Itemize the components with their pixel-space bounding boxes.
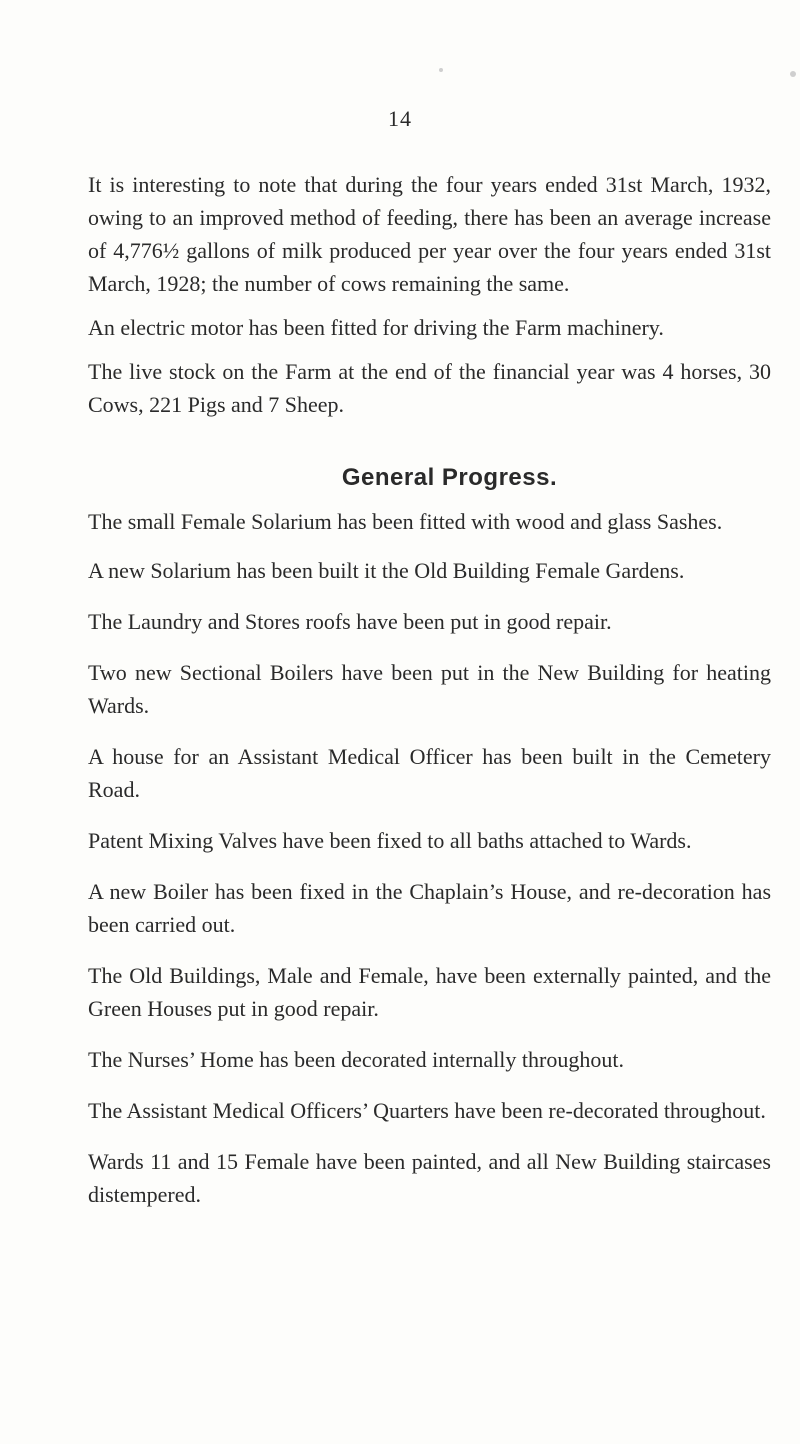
farm-motor-paragraph: An electric motor has been fitted for driving the Farm machinery. [88,315,664,340]
farm-milk-paragraph: It is interesting to note that during the four years ended 31st March, 1932, owing to an improved method of feeding, there has been an average increase of 4,776½ gallons of milk produced per year over the four years ended 31st March, 1928; the number of cows remaining the same. [88,172,771,296]
progress-paragraph: The small Female Solarium has been fitted with wood and glass Sashes. [88,509,723,534]
progress-paragraph: Wards 11 and 15 Female have been painted, and all New Building staircases distempered. [88,1149,771,1207]
progress-paragraph: A house for an Assistant Medical Officer has been built in the Cemetery Road. [88,744,771,802]
paper-speck [439,68,443,72]
progress-paragraph: A new Boiler has been fixed in the Chaplain’s House, and re-decoration has been carried out. [88,879,771,937]
progress-paragraph: A new Solarium has been built it the Old Building Female Gardens. [88,558,685,583]
progress-paragraph: The Laundry and Stores roofs have been put in good repair. [88,609,612,634]
body-text [88,168,771,1211]
section-heading-general-progress: General Progress. [341,464,558,491]
progress-paragraph: The Nurses’ Home has been decorated internally throughout. [88,1047,624,1072]
page-number: 14 [388,106,412,131]
farm-livestock-paragraph: The live stock on the Farm at the end of the financial year was 4 horses, 30 Cows, 221 Pigs and 7 Sheep. [88,359,771,417]
progress-paragraph: Two new Sectional Boilers have been put in the New Building for heating Wards. [88,660,771,718]
progress-paragraph: The Assistant Medical Officers’ Quarters have been re-decorated throughout. [88,1098,766,1123]
progress-paragraph: Patent Mixing Valves have been fixed to all baths attached to Wards. [88,828,692,853]
paper-speck [790,71,796,77]
progress-paragraph: The Old Buildings, Male and Female, have been externally painted, and the Green Houses put in good repair. [88,963,771,1021]
